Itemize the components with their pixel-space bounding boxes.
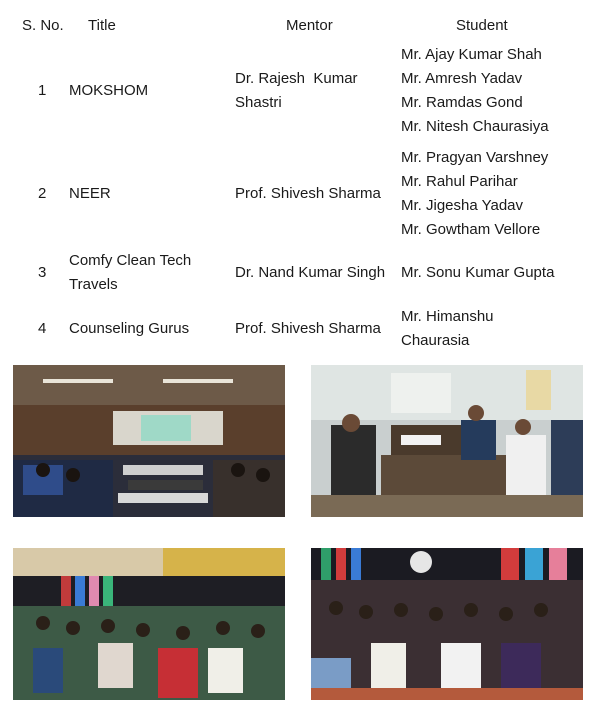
row-2-student-1: Mr. Pragyan Varshney [401,149,549,166]
header-student: Student [456,17,508,34]
row-1-title: MOKSHOM [69,82,149,99]
row-2-title: NEER [69,185,111,202]
row-1-sno: 1 [38,82,47,99]
row-3-student-1: Mr. Sonu Kumar Gupta [401,264,555,281]
row-4-student-line-2: Chaurasia [401,332,470,349]
photo-audience-1 [13,548,285,700]
row-3-mentor: Dr. Nand Kumar Singh [235,264,386,281]
photo-audience-2 [311,548,583,700]
row-1-student-3: Mr. Ramdas Gond [401,94,523,111]
row-4-student-line-1: Mr. Himanshu [401,308,494,325]
row-1-student-1: Mr. Ajay Kumar Shah [401,46,542,63]
row-1-student-2: Mr. Amresh Yadav [401,70,523,87]
row-2-student-3: Mr. Jigesha Yadav [401,197,524,214]
row-2-sno: 2 [38,185,47,202]
row-3-sno: 3 [38,264,47,281]
row-1-mentor-line-1: Dr. Rajesh Kumar [235,70,358,87]
row-3-title-line-2: Travels [69,276,118,293]
header-title: Title [88,17,116,34]
row-4-title: Counseling Gurus [69,320,190,337]
photo-seminar-hall [13,365,285,517]
row-3-title-line-1: Comfy Clean Tech [69,252,192,269]
row-4-sno: 4 [38,320,47,337]
header-sno: S. No. [22,17,64,34]
row-1-mentor-line-2: Shastri [235,94,282,111]
row-2-student-4: Mr. Gowtham Vellore [401,221,541,238]
row-2-student-2: Mr. Rahul Parihar [401,173,518,190]
header-mentor: Mentor [286,17,333,34]
row-4-mentor: Prof. Shivesh Sharma [235,320,381,337]
photo-mentor-meeting [311,365,583,517]
row-1-student-4: Mr. Nitesh Chaurasiya [401,118,549,135]
row-2-mentor: Prof. Shivesh Sharma [235,185,381,202]
